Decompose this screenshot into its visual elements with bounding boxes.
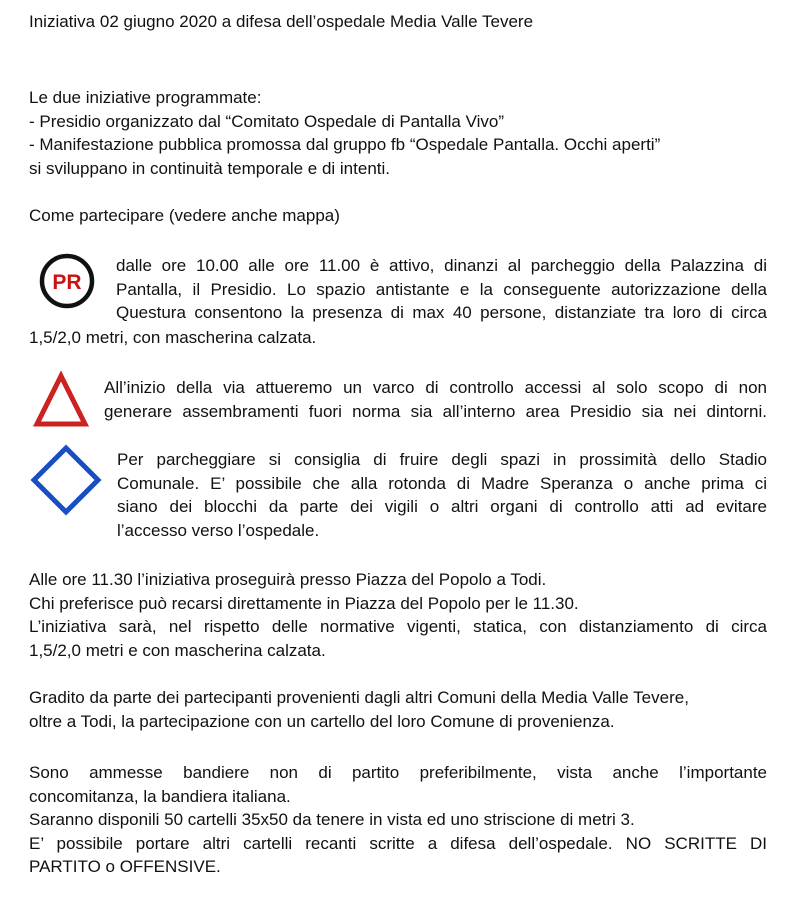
presidio-line-4: 1,5/2,0 metri, con mascherina calzata. xyxy=(29,328,317,347)
presidio-paragraph xyxy=(116,254,767,325)
title-text: Iniziativa 02 giugno 2020 a difesa dell’ospedale Media Valle Tevere xyxy=(29,12,534,31)
flags-line-4: E’ possibile portare altri cartelli recanti scritte a difesa dell’ospedale. NO SCRITTE DI xyxy=(29,833,767,853)
parking-line-3: siano dei blocchi da parte dei vigili o altri organi di controllo atti ad evitare xyxy=(117,497,767,516)
pr-badge-text: PR xyxy=(52,271,82,294)
presidio-paragraph-end xyxy=(29,326,767,350)
parking-line-2: Comunale. E’ possibile che alla rotonda di Madre Speranza o anche prima ci xyxy=(117,473,767,493)
presidio-line-1: dalle ore 10.00 alle ore 11.00 è attivo, dinanzi al parcheggio della Palazzina di xyxy=(116,256,767,275)
intro-section xyxy=(29,86,767,180)
comuni-line-1: Gradito da parte dei partecipanti provenienti dagli altri Comuni della Media Valle Tevere, xyxy=(29,688,689,707)
access-line-2: generare assembramenti fuori norma sia all’interno area Presidio sia nei dintorni. xyxy=(104,401,767,421)
comuni-paragraph xyxy=(29,686,767,733)
parking-paragraph xyxy=(117,448,767,542)
access-control-triangle-icon xyxy=(30,368,92,430)
document-title xyxy=(29,10,767,34)
todi-line-1: Alle ore 11.30 l’iniziativa proseguirà presso Piazza del Popolo a Todi. xyxy=(29,570,547,589)
flags-line-3: Saranno disponili 50 cartelli 35x50 da tenere in vista ed uno striscione di metri 3. xyxy=(29,810,635,829)
todi-line-4: 1,5/2,0 metri e con mascherina calzata. xyxy=(29,640,326,660)
parking-line-4: l’accesso verso l’ospedale. xyxy=(117,520,320,540)
access-line-1: All’inizio della via attueremo un varco di controllo accessi al solo scopo di non xyxy=(104,378,767,397)
intro-item-manifestazione: - Manifestazione pubblica promossa dal gruppo fb “Ospedale Pantalla. Occhi aperti” xyxy=(29,135,661,154)
parking-line-1: Per parcheggiare si consiglia di fruire degli spazi in prossimità dello Stadio xyxy=(117,450,767,469)
presidio-pr-icon xyxy=(38,252,96,310)
intro-closing: si sviluppano in continuità temporale e di intenti. xyxy=(29,158,390,178)
comuni-line-2: oltre a Todi, la partecipazione con un cartello del loro Comune di provenienza. xyxy=(29,711,615,731)
access-control-paragraph xyxy=(104,376,767,423)
todi-line-2: Chi preferisce può recarsi direttamente in Piazza del Popolo per le 11.30. xyxy=(29,593,579,613)
parking-diamond-icon xyxy=(30,444,102,516)
flags-paragraph xyxy=(29,761,767,879)
intro-heading: Le due iniziative programmate: xyxy=(29,88,262,107)
todi-paragraph xyxy=(29,568,767,662)
intro-item-presidio: - Presidio organizzato dal “Comitato Ospedale di Pantalla Vivo” xyxy=(29,111,504,131)
presidio-line-3: Questura consentono la presenza di max 40 persone, distanziate tra loro di circa xyxy=(116,303,767,322)
flags-line-5: PARTITO o OFFENSIVE. xyxy=(29,857,221,876)
flags-line-1: Sono ammesse bandiere non di partito preferibilmente, vista anche l’importante xyxy=(29,763,767,782)
todi-line-3: L’iniziativa sarà, nel rispetto delle normative vigenti, statica, con distanziamento di circa xyxy=(29,617,767,636)
presidio-line-2: Pantalla, il Presidio. Lo spazio antistante e la conseguente autorizzazione della xyxy=(116,279,767,299)
flags-line-2: concomitanza, la bandiera italiana. xyxy=(29,786,291,806)
how-to-heading: Come partecipare (vedere anche mappa) xyxy=(29,206,340,225)
